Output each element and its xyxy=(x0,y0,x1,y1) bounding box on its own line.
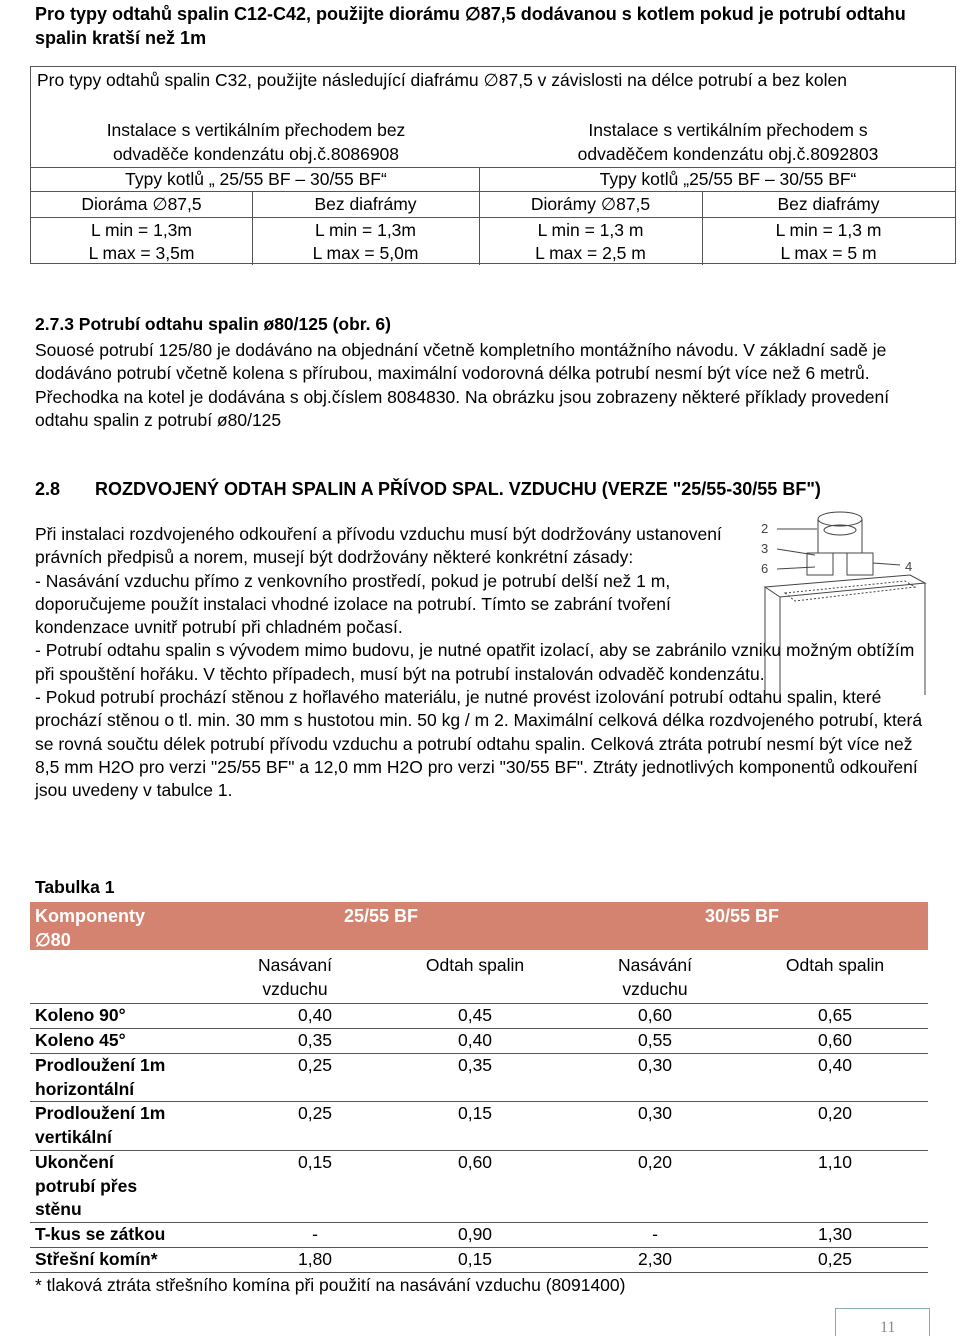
col-header-2: Bez diafrámy xyxy=(314,194,417,214)
row-value: 0,20 xyxy=(817,1103,853,1123)
row-value: 0,40 xyxy=(457,1030,493,1050)
divider xyxy=(702,191,703,265)
figure-label-3: 3 xyxy=(761,541,769,556)
row-value: 0,45 xyxy=(457,1005,493,1025)
row-value: 0,15 xyxy=(457,1103,493,1123)
value-max-3: L max = 2,5 m xyxy=(535,243,646,263)
sub-1-l1: Nasávaní xyxy=(258,955,332,975)
row-label: Ukončení potrubí přes stěnu xyxy=(35,1152,138,1219)
group-left-line1: Instalace s vertikálním přechodem bez xyxy=(106,120,406,140)
section-273-body: Souosé potrubí 125/80 je dodáváno na objednání včetně kompletního montážního návodu. V základní sadě je dodáváno potrubí včetně kolena s přírubou, maximální vodorovná délka potrubí nesmí být více než 6 metrů. Přechodka na kotel je dodávána s obj.číslem 8084830. Na obrázku jsou zobrazeny některé příklady provedení odtahu spalin z potrubí ø80/125 xyxy=(35,340,890,430)
row-label: Koleno 90° xyxy=(35,1005,126,1025)
section-28-number: 2.8 xyxy=(35,479,61,499)
row-value: 0,25 xyxy=(817,1249,853,1269)
row-label: Koleno 45° xyxy=(35,1030,126,1050)
divider xyxy=(252,191,253,265)
value-max-1: L max = 3,5m xyxy=(88,243,195,263)
sub-2-l1: Odtah spalin xyxy=(425,955,525,975)
row-value: 0,30 xyxy=(637,1055,673,1075)
row-value: 0,65 xyxy=(817,1005,853,1025)
col-header-4: Bez diafrámy xyxy=(777,194,880,214)
row-value: 0,35 xyxy=(297,1030,333,1050)
row-label: Prodloužení 1m vertikální xyxy=(35,1103,166,1147)
section-28-p4: - Pokud potrubí prochází stěnou z hořlavého materiálu, je nutné provést izolování potrubí odtahu spalin, které prochází stěnou o tl. min. 30 mm s hustotou min. 50 kg / m 2. Maximální celková délka rozdvojeného potrubí, která se rovná součtu délek potrubí přívodu vzduchu a potrubí odtahu spalin. Celková ztráta potrubí nesmí být více než 8,5 mm H2O pro verzi "25/55 BF" a 12,0 mm H2O pro verzi "30/55 BF". Ztráty jednotlivých komponentů odkouření jsou uvedeny v tabulce 1. xyxy=(35,687,923,801)
value-min-1: L min = 1,3m xyxy=(91,220,192,240)
row-value: 1,30 xyxy=(817,1224,853,1244)
divider xyxy=(30,1272,928,1273)
section-273-title: 2.7.3 Potrubí odtahu spalin ø80/125 (obr. 6) xyxy=(35,314,391,334)
header-30-55: 30/55 BF xyxy=(705,906,780,926)
diaphragm-table-title: Pro typy odtahů spalin C32, použijte následující diafrámu ∅87,5 v závislosti na délce potrubí a bez kolen xyxy=(37,70,848,90)
value-min-2: L min = 1,3m xyxy=(315,220,416,240)
loss-table-subheader xyxy=(30,954,928,1004)
group-right-line2: odvaděčem kondenzátu obj.č.8092803 xyxy=(577,144,879,164)
row-value: 0,15 xyxy=(457,1249,493,1269)
row-value: - xyxy=(312,1224,318,1244)
row-value: 0,60 xyxy=(457,1152,493,1172)
group-left-types: Typy kotlů „ 25/55 BF – 30/55 BF“ xyxy=(125,169,387,189)
group-right-types: Typy kotlů „25/55 BF – 30/55 BF“ xyxy=(599,169,857,189)
group-right-line1: Instalace s vertikálním přechodem s xyxy=(588,120,868,140)
header-components: Komponenty xyxy=(35,906,145,926)
value-min-4: L min = 1,3 m xyxy=(775,220,882,240)
tabulka-label: Tabulka 1 xyxy=(35,877,115,897)
row-value: 0,15 xyxy=(297,1152,333,1172)
section-28-title xyxy=(35,478,821,502)
figure-label-2: 2 xyxy=(761,521,769,536)
sub-3-l1: Nasávání xyxy=(618,955,692,975)
row-value: - xyxy=(652,1224,658,1244)
value-min-3: L min = 1,3 m xyxy=(537,220,644,240)
header-25-55: 25/55 BF xyxy=(344,906,419,926)
section-28-p3-text: - Potrubí odtahu spalin s vývodem mimo budovu, je nutné opatřit izolací, aby se zabránilo vzniku možným obtížím při spouštění hořáku. V těchto případech, musí být na potrubí instalován odvaděč kondenzátu. xyxy=(35,640,915,684)
row-value: 0,55 xyxy=(637,1030,673,1050)
flue-pipe-figure xyxy=(755,505,930,695)
header-diameter: ∅80 xyxy=(35,930,71,950)
row-value: 0,60 xyxy=(637,1005,673,1025)
row-value: 0,25 xyxy=(297,1103,333,1123)
sub-1-l2: vzduchu xyxy=(262,979,328,999)
row-value: 0,90 xyxy=(457,1224,493,1244)
loss-table-header xyxy=(30,902,928,950)
row-label: Střešní komín* xyxy=(35,1249,158,1269)
divider xyxy=(31,217,955,218)
figure-label-6: 6 xyxy=(761,561,769,576)
figure-label-4: 4 xyxy=(905,559,913,574)
row-value: 0,30 xyxy=(637,1103,673,1123)
row-value: 0,40 xyxy=(817,1055,853,1075)
group-left-line2: odvaděče kondenzátu obj.č.8086908 xyxy=(112,144,400,164)
col-header-1: Diorámа ∅87,5 xyxy=(81,194,202,214)
value-max-4: L max = 5 m xyxy=(780,243,877,263)
table-footnote: * tlaková ztráta střešního komína při použití na nasávání vzduchu (8091400) xyxy=(35,1275,626,1295)
diaphragm-table xyxy=(30,66,956,264)
section-28-p2: - Nasávání vzduchu přímo z venkovního prostředí, pokud je potrubí delší než 1 m, doporučujeme použít instalaci vhodné izolace na potrubí. Tímto se zabrání tvoření kondenzace uvnitř potrubí při chladném počasí. xyxy=(35,570,671,638)
value-max-2: L max = 5,0m xyxy=(312,243,419,263)
row-value: 2,30 xyxy=(637,1249,673,1269)
row-label: T-kus se zátkou xyxy=(35,1224,166,1244)
row-value: 0,20 xyxy=(637,1152,673,1172)
col-header-3: Diorámy ∅87,5 xyxy=(530,194,651,214)
row-label: Prodloužení 1m horizontální xyxy=(35,1055,166,1099)
sub-4-l1: Odtah spalin xyxy=(785,955,885,975)
row-value: 0,60 xyxy=(817,1030,853,1050)
row-value: 1,10 xyxy=(817,1152,853,1172)
page-number: 11 xyxy=(880,1319,896,1336)
top-heading: Pro typy odtahů spalin C12-C42, použijte diorámu ∅87,5 dodávanou s kotlem pokud je potrubí odtahu spalin kratší než 1m xyxy=(35,4,906,48)
row-value: 0,35 xyxy=(457,1055,493,1075)
row-value: 0,40 xyxy=(297,1005,333,1025)
row-value: 0,25 xyxy=(297,1055,333,1075)
section-28-heading: ROZDVOJENÝ ODTAH SPALIN A PŘÍVOD SPAL. VZDUCHU (VERZE "25/55-30/55 BF") xyxy=(95,479,821,499)
divider xyxy=(479,167,480,265)
divider xyxy=(31,191,955,192)
section-28-p1: Při instalaci rozdvojeného odkouření a přívodu vzduchu musí být dodržovány ustanovení právních předpisů a norem, musejí být dodržovány některé konkrétní zásady: xyxy=(35,524,722,568)
row-value: 1,80 xyxy=(297,1249,333,1269)
sub-3-l2: vzduchu xyxy=(622,979,688,999)
